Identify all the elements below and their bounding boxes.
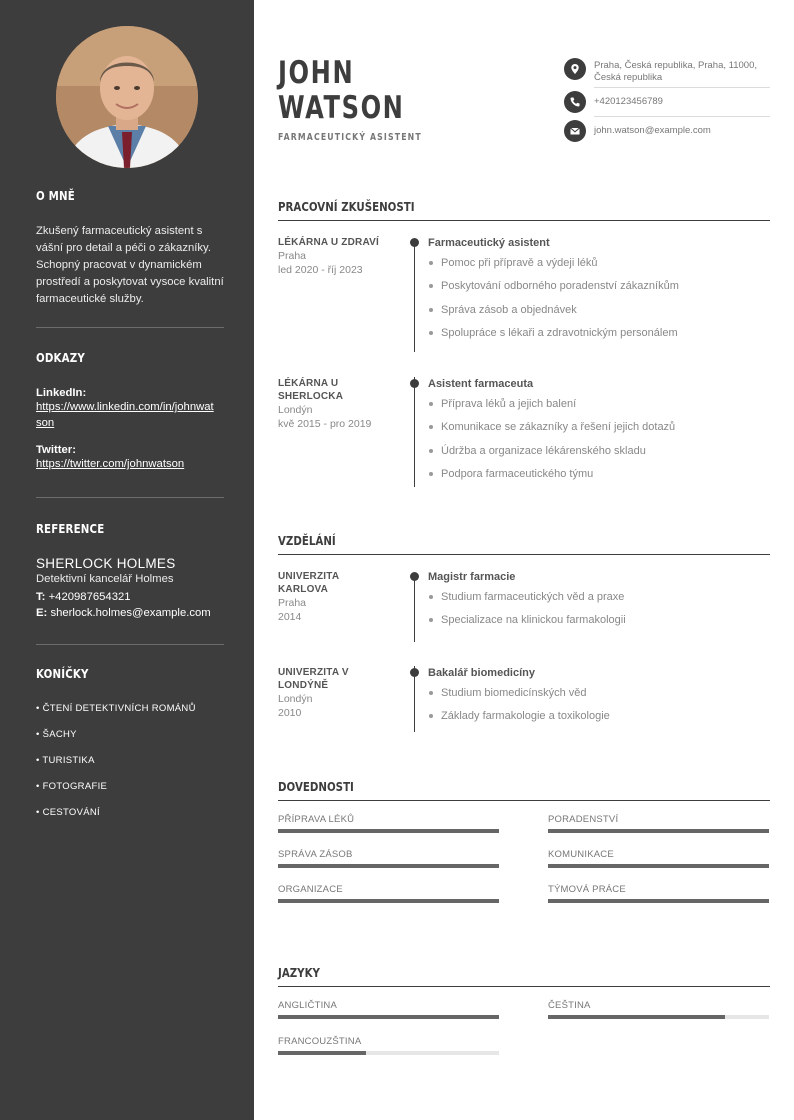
languages-heading: JAZYKY <box>278 965 320 980</box>
skill-bar-fill <box>548 864 769 868</box>
divider <box>36 644 224 645</box>
list-item: Poskytování odborného poradenství zákazníkům <box>428 279 770 302</box>
email-address[interactable]: john.watson@example.com <box>594 125 711 136</box>
language-bar-fill <box>548 1015 725 1019</box>
skill-item <box>278 814 499 833</box>
reference-name: SHERLOCK HOLMES <box>36 556 176 571</box>
job-title: FARMACEUTICKÝ ASISTENT <box>278 132 422 143</box>
phone-label: T: <box>36 591 46 603</box>
location-pin-icon <box>564 58 586 80</box>
skill-item <box>278 884 499 903</box>
list-item: Specializace na klinickou farmakologii <box>428 613 770 636</box>
link-twitter <box>36 444 224 472</box>
twitter-link[interactable]: https://twitter.com/johnwatson <box>36 458 185 470</box>
hobby-item: • ŠACHY <box>36 729 77 740</box>
skill-label: KOMUNIKACE <box>548 849 614 860</box>
skill-label: ORGANIZACE <box>278 884 343 895</box>
email-value: sherlock.holmes@example.com <box>50 607 211 619</box>
list-item: Údržba a organizace lékárenského skladu <box>428 444 770 467</box>
skill-bar-track <box>278 899 499 903</box>
first-name: JOHN <box>278 55 355 91</box>
timeline-dot <box>410 238 419 247</box>
skill-item <box>548 884 769 903</box>
reference-heading: REFERENCE <box>36 521 105 536</box>
section-divider <box>278 554 770 555</box>
skill-bar-track <box>548 829 769 833</box>
list-item: Základy farmakologie a toxikologie <box>428 709 770 732</box>
hobbies-section <box>36 666 224 833</box>
skill-label: PORADENSTVÍ <box>548 814 619 825</box>
phone-value: +420987654321 <box>48 591 131 603</box>
link-linkedin <box>36 387 224 431</box>
degree-title: Magistr farmacie <box>428 571 516 583</box>
name-block <box>278 56 453 143</box>
timeline-line <box>414 377 415 487</box>
section-divider <box>278 220 770 221</box>
hobby-item: • FOTOGRAFIE <box>36 781 108 792</box>
institution-line2: LONDÝNĚ <box>278 680 329 691</box>
skill-label: PŘÍPRAVA LÉKŮ <box>278 814 355 825</box>
about-section <box>36 188 224 308</box>
employer-line2: SHERLOCKA <box>278 391 344 402</box>
about-heading: O MNĚ <box>36 188 75 203</box>
phone-number[interactable]: +420123456789 <box>594 96 663 107</box>
profile-photo <box>56 26 198 168</box>
institution: UNIVERZITA V <box>278 667 349 678</box>
divider <box>36 327 224 328</box>
skill-bar-fill <box>548 829 769 833</box>
education-entry <box>278 666 770 732</box>
education-entry <box>278 570 770 642</box>
link-label: LinkedIn: <box>36 387 87 399</box>
reference-section <box>36 521 224 621</box>
linkedin-link[interactable]: https://www.linkedin.com/in/johnwatson <box>36 401 214 429</box>
contact-divider <box>594 87 770 88</box>
skill-bar-track <box>278 864 499 868</box>
institution-line2: KARLOVA <box>278 584 329 595</box>
skill-item <box>548 849 769 868</box>
list-item: Studium farmaceutických věd a praxe <box>428 590 770 613</box>
skill-bar-fill <box>278 829 499 833</box>
address-line1: Praha, Česká republika, Praha, 11000, <box>594 60 758 71</box>
links-section <box>36 350 224 472</box>
hobby-item: • CESTOVÁNÍ <box>36 807 100 818</box>
location: Praha <box>278 597 307 609</box>
experience-section-header <box>278 199 770 221</box>
phone-icon <box>564 91 586 113</box>
skill-bar-track <box>278 829 499 833</box>
employer: LÉKÁRNA U ZDRAVÍ <box>278 237 379 248</box>
reference-company: Detektivní kancelář Holmes <box>36 573 174 585</box>
timeline-dot <box>410 572 419 581</box>
skill-bar-fill <box>548 899 769 903</box>
portrait-image <box>56 26 198 168</box>
link-label: Twitter: <box>36 444 76 456</box>
language-bar-fill <box>278 1015 499 1019</box>
reference-phone <box>36 589 224 605</box>
list-item: Komunikace se zákazníky a řešení jejich dotazů <box>428 420 770 443</box>
language-bar-fill <box>278 1051 366 1055</box>
language-item <box>278 1036 499 1055</box>
timeline-dot <box>410 668 419 677</box>
timeline-line <box>414 242 415 352</box>
hobby-item: • ČTENÍ DETEKTIVNÍCH ROMÁNŮ <box>36 703 196 714</box>
links-heading: ODKAZY <box>36 350 85 365</box>
skill-bar-fill <box>278 899 499 903</box>
skills-heading: DOVEDNOSTI <box>278 779 354 794</box>
skill-item <box>548 814 769 833</box>
education-heading: VZDĚLÁNÍ <box>278 533 336 548</box>
language-bar-track <box>278 1015 499 1019</box>
contact-list <box>564 58 770 142</box>
language-label: FRANCOUZŠTINA <box>278 1036 362 1047</box>
institution: UNIVERZITA <box>278 571 340 582</box>
contact-email <box>564 120 770 142</box>
timeline-line <box>414 576 415 642</box>
language-label: ČEŠTINA <box>548 1000 591 1011</box>
list-item: Správa zásob a objednávek <box>428 303 770 326</box>
envelope-icon <box>564 120 586 142</box>
sidebar <box>0 0 254 1120</box>
date: 2010 <box>278 707 302 719</box>
skill-bar-track <box>548 899 769 903</box>
role-title: Asistent farmaceuta <box>428 378 534 390</box>
list-item: Podpora farmaceutického týmu <box>428 467 770 490</box>
language-item <box>548 1000 769 1019</box>
list-item: Studium biomedicínských věd <box>428 686 770 709</box>
experience-entry <box>278 377 770 487</box>
contact-phone <box>564 91 770 113</box>
language-item <box>278 1000 499 1019</box>
list-item: Pomoc při přípravě a výdeji léků <box>428 256 770 279</box>
languages-section-header <box>278 965 770 987</box>
divider <box>36 497 224 498</box>
location: Praha <box>278 250 307 262</box>
employer: LÉKÁRNA U <box>278 378 339 389</box>
education-section-header <box>278 533 770 555</box>
language-bar-track <box>548 1015 769 1019</box>
degree-title: Bakalář biomedicíny <box>428 667 535 679</box>
section-divider <box>278 800 770 801</box>
skill-item <box>278 849 499 868</box>
language-bar-track <box>278 1051 499 1055</box>
skill-bar-fill <box>278 864 499 868</box>
skill-label: TÝMOVÁ PRÁCE <box>548 884 626 895</box>
reference-email <box>36 605 224 621</box>
location: Londýn <box>278 693 313 705</box>
date-range: kvě 2015 - pro 2019 <box>278 418 372 430</box>
timeline-dot <box>410 379 419 388</box>
role-title: Farmaceutický asistent <box>428 237 550 249</box>
date-range: led 2020 - říj 2023 <box>278 264 363 276</box>
contact-address <box>564 58 770 84</box>
language-label: ANGLIČTINA <box>278 1000 338 1011</box>
hobby-item: • TURISTIKA <box>36 755 95 766</box>
section-divider <box>278 986 770 987</box>
experience-heading: PRACOVNÍ ZKUŠENOSTI <box>278 199 415 214</box>
hobbies-heading: KONÍČKY <box>36 666 89 681</box>
about-text: Zkušený farmaceutický asistent s vášní pro detail a péči o zákazníky. Schopný pracovat v dynamickém prostředí a poskytovat vysoce kvalitní farmaceutické služby. <box>36 225 224 305</box>
contact-divider <box>594 116 770 117</box>
address-line2: Česká republika <box>594 72 663 83</box>
location: Londýn <box>278 404 313 416</box>
last-name: WATSON <box>278 90 405 126</box>
skills-section-header <box>278 779 770 801</box>
experience-entry <box>278 236 770 350</box>
skill-bar-track <box>548 864 769 868</box>
date: 2014 <box>278 611 302 623</box>
list-item: Příprava léků a jejich balení <box>428 397 770 420</box>
skill-label: SPRÁVA ZÁSOB <box>278 849 353 860</box>
email-label: E: <box>36 607 48 619</box>
list-item: Spolupráce s lékaři a zdravotnickým personálem <box>428 326 770 349</box>
